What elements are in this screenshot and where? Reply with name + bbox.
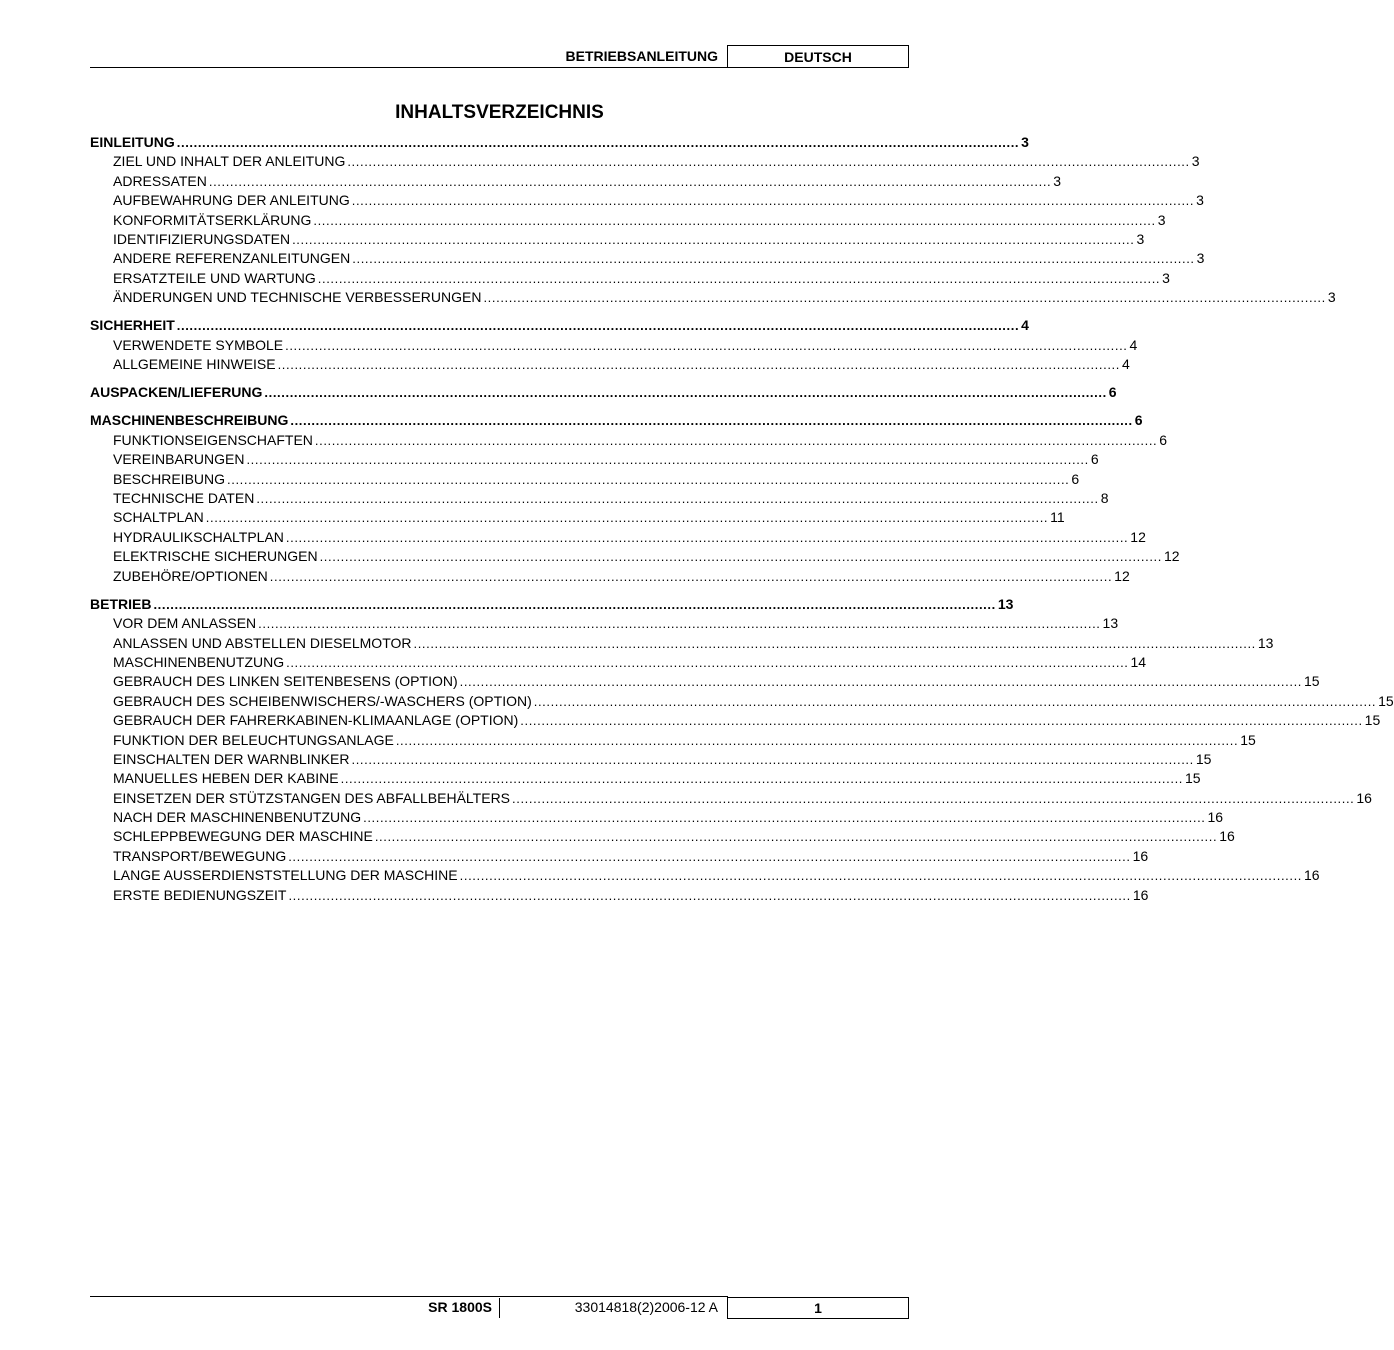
toc-dot-leader: ........................................................................................................................................................................................................ [395,732,1239,748]
toc-entry-label: ZUBEHÖRE/OPTIONEN [113,567,268,584]
toc-entry-label: MASCHINENBESCHREIBUNG [90,412,289,429]
toc-dot-leader: ........................................................................................................................................................................................................ [176,135,1020,150]
toc-dot-leader: ........................................................................................................................................................................................................ [351,193,1195,209]
toc-entry-page: 15 [1195,750,1212,767]
toc-subsection-entry [90,769,1201,788]
toc-entry-label: NACH DER MASCHINENBENUTZUNG [113,809,362,826]
toc-entry-page: 6 [1090,451,1099,468]
toc-entry-label: ALLGEMEINE HINWEISE [113,356,276,373]
footer-document-code: 33014818(2)2006-12 A [574,1299,718,1315]
toc-entry-page: 3 [1196,192,1204,209]
toc-dot-leader: ........................................................................................................................................................................................................ [374,829,1218,845]
toc-entry-page: 15 [1304,673,1320,690]
toc-entry-page: 4 [1021,317,1029,334]
toc-entry-page: 13 [997,595,1014,612]
toc-entry-page: 13 [1102,615,1119,632]
toc-entry-label: AUFBEWAHRUNG DER ANLEITUNG [113,192,350,209]
toc-subsection-entry [90,653,1147,672]
toc-entry-page: 15 [1240,731,1256,748]
toc-entry-label: TECHNISCHE DATEN [113,490,255,507]
toc-subsection-entry [90,191,1204,210]
toc-subsection-entry [90,731,1256,750]
toc-subsection-entry [90,567,1130,586]
toc-dot-leader: ........................................................................................................................................................................................................ [363,810,1206,826]
toc-dot-leader: ........................................................................................................................................................................................................ [256,491,1099,507]
toc-entry-page: 15 [1185,770,1201,787]
toc-entry-label: ELEKTRISCHE SICHERUNGEN [113,548,318,565]
toc-dot-leader: ........................................................................................................................................................................................................ [292,231,1135,247]
toc-subsection-entry [90,152,1200,171]
toc-entry-page: 14 [1130,653,1147,670]
toc-dot-leader: ........................................................................................................................................................................................................ [347,154,1190,170]
toc-dot-leader: ........................................................................................................................................................................................................ [533,693,1377,709]
toc-entry-page: 4 [1121,356,1130,373]
toc-entry-label: ERSATZTEILE UND WARTUNG [113,269,316,286]
toc-subsection-entry [90,789,1372,808]
toc-dot-leader: ........................................................................................................................................................................................................ [286,654,1129,670]
toc-entry-page: 12 [1130,528,1146,545]
toc-entry-label: FUNKTIONSEIGENSCHAFTEN [113,431,313,448]
toc-subsection-entry [90,269,1170,288]
toc-dot-leader: ........................................................................................................................................................................................................ [277,357,1120,373]
footer-separator [499,1298,500,1318]
toc-dot-leader: ........................................................................................................................................................................................................ [459,674,1302,690]
toc-subsection-entry [90,886,1149,905]
toc-entry-page: 4 [1129,336,1138,353]
header-language-box: DEUTSCH [727,45,909,68]
toc-entry-label: VERWENDETE SYMBOLE [113,336,284,353]
toc-dot-leader: ........................................................................................................................................................................................................ [351,751,1194,767]
toc-entry-label: ANLASSEN UND ABSTELLEN DIESELMOTOR [113,634,412,651]
toc-entry-label: GEBRAUCH DES LINKEN SEITENBESENS (OPTION) [113,673,458,690]
toc-entry-page: 6 [1071,470,1080,487]
toc-entry-label: GEBRAUCH DES SCHEIBENWISCHERS/-WASCHERS (OPTION) [113,692,532,709]
toc-dot-leader: ........................................................................................................................................................................................................ [288,848,1131,864]
toc-entry-page: 3 [1053,172,1062,189]
toc-entry-label: ERSTE BEDIENUNGSZEIT [113,886,287,903]
header-rule [90,67,728,68]
toc-dot-leader: ........................................................................................................................................................................................................ [317,270,1161,286]
toc-subsection-entry [90,547,1180,566]
toc-subsection-entry [90,230,1145,249]
toc-dot-leader: ........................................................................................................................................................................................................ [288,887,1131,903]
toc-subsection-entry [90,355,1130,374]
toc-subsection-entry [90,288,1336,307]
toc-entry-label: IDENTIFIZIERUNGSDATEN [113,230,291,247]
toc-subsection-entry [90,711,1381,730]
toc-entry-page: 8 [1100,490,1109,507]
toc-entry-label: VEREINBARUNGEN [113,451,245,468]
toc-dot-leader: ........................................................................................................................................................................................................ [313,212,1156,228]
toc-dot-leader: ........................................................................................................................................................................................................ [520,713,1363,729]
toc-entry-page: 16 [1132,847,1149,864]
toc-entry-label: MANUELLES HEBEN DER KABINE [113,770,339,787]
toc-entry-label: SICHERHEIT [90,317,175,334]
toc-subsection-entry [90,508,1065,527]
toc-subsection-entry [90,249,1205,268]
toc-entry-page: 13 [1257,634,1274,651]
toc-entry-page: 16 [1304,867,1320,884]
toc-subsection-entry [90,847,1149,866]
toc-entry-page: 11 [1050,509,1065,526]
toc-entry-page: 16 [1356,789,1372,806]
toc-entry-label: TRANSPORT/BEWEGUNG [113,847,287,864]
toc-subsection-entry [90,692,1394,711]
toc-dot-leader: ........................................................................................................................................................................................................ [153,596,996,612]
toc-dot-leader: ........................................................................................................................................................................................................ [290,413,1133,429]
toc-dot-leader: ........................................................................................................................................................................................................ [246,452,1089,468]
toc-entry-page: 6 [1108,384,1117,401]
toc-entry-page: 3 [1157,211,1166,228]
toc-entry-label: BETRIEB [90,595,152,612]
toc-entry-page: 3 [1162,269,1170,286]
toc-dot-leader: ........................................................................................................................................................................................................ [269,568,1113,584]
footer-model: SR 1800S [428,1299,492,1315]
toc-entry-page: 12 [1163,548,1180,565]
toc-entry-page: 16 [1132,886,1149,903]
toc-entry-page: 12 [1114,567,1130,584]
toc-entry-label: KONFORMITÄTSERKLÄRUNG [113,211,312,228]
toc-section-entry [90,316,1029,335]
toc-entry-page: 6 [1134,412,1143,429]
toc-entry-page: 3 [1327,289,1336,306]
toc-entry-label: ZIEL UND INHALT DER ANLEITUNG [113,153,346,170]
toc-entry-label: ÄNDERUNGEN UND TECHNISCHE VERBESSERUNGEN [113,289,482,306]
toc-subsection-entry [90,528,1146,547]
footer-rule [90,1296,728,1297]
toc-entry-label: GEBRAUCH DER FAHRERKABINEN-KLIMAANLAGE (OPTION) [113,712,519,729]
toc-section-entry [90,411,1143,430]
toc-subsection-entry [90,431,1168,450]
toc-dot-leader: ........................................................................................................................................................................................................ [340,771,1183,787]
toc-dot-leader: ........................................................................................................................................................................................................ [413,635,1256,651]
toc-subsection-entry [90,808,1224,827]
toc-entry-page: 6 [1159,431,1168,448]
toc-dot-leader: ........................................................................................................................................................................................................ [483,290,1326,306]
toc-subsection-entry [90,866,1320,885]
toc-section-entry [90,133,1029,152]
toc-entry-label: ADRESSATEN [113,172,207,189]
toc-dot-leader: ........................................................................................................................................................................................................ [264,385,1107,401]
toc-dot-leader: ........................................................................................................................................................................................................ [258,616,1101,632]
toc-entry-page: 16 [1219,828,1235,845]
toc-subsection-entry [90,450,1099,469]
document-title: INHALTSVERZEICHNIS [395,102,604,123]
toc-dot-leader: ........................................................................................................................................................................................................ [319,549,1162,565]
toc-dot-leader: ........................................................................................................................................................................................................ [285,337,1128,353]
toc-subsection-entry [90,172,1062,191]
footer-page-number: 1 [727,1297,909,1319]
toc-entry-page: 15 [1364,712,1381,729]
toc-entry-page: 3 [1136,230,1145,247]
header-title: BETRIEBSANLEITUNG [565,48,718,64]
toc-subsection-entry [90,614,1119,633]
toc-subsection-entry [90,336,1138,355]
toc-entry-label: EINSETZEN DER STÜTZSTANGEN DES ABFALLBEHÄLTERS [113,789,511,806]
toc-dot-leader: ........................................................................................................................................................................................................ [512,790,1355,806]
toc-entry-label: HYDRAULIKSCHALTPLAN [113,528,284,545]
toc-subsection-entry [90,634,1274,653]
toc-dot-leader: ........................................................................................................................................................................................................ [314,432,1158,448]
toc-subsection-entry [90,672,1320,691]
toc-dot-leader: ........................................................................................................................................................................................................ [352,251,1195,267]
toc-dot-leader: ........................................................................................................................................................................................................ [227,471,1070,487]
toc-entry-label: AUSPACKEN/LIEFERUNG [90,384,263,401]
toc-entry-label: BESCHREIBUNG [113,470,226,487]
toc-dot-leader: ........................................................................................................................................................................................................ [208,173,1052,189]
toc-subsection-entry [90,489,1109,508]
toc-entry-page: 16 [1207,809,1224,826]
toc-dot-leader: ........................................................................................................................................................................................................ [176,318,1020,334]
toc-entry-label: ANDERE REFERENZANLEITUNGEN [113,250,351,267]
toc-section-entry [90,595,1014,614]
toc-dot-leader: ........................................................................................................................................................................................................ [285,529,1129,545]
table-of-contents [90,133,1394,905]
toc-entry-label: VOR DEM ANLASSEN [113,615,257,632]
toc-entry-label: SCHLEPPBEWEGUNG DER MASCHINE [113,828,373,845]
toc-entry-label: MASCHINENBENUTZUNG [113,653,285,670]
toc-subsection-entry [90,827,1235,846]
toc-entry-label: SCHALTPLAN [113,509,204,526]
toc-entry-label: LANGE AUSSERDIENSTSTELLUNG DER MASCHINE [113,867,458,884]
toc-subsection-entry [90,470,1080,489]
toc-dot-leader: ........................................................................................................................................................................................................ [205,510,1049,526]
toc-dot-leader: ........................................................................................................................................................................................................ [459,868,1303,884]
toc-subsection-entry [90,211,1166,230]
toc-entry-label: EINSCHALTEN DER WARNBLINKER [113,750,350,767]
toc-entry-page: 3 [1021,134,1029,150]
toc-entry-page: 3 [1196,250,1205,267]
toc-entry-label: EINLEITUNG [90,134,175,150]
toc-entry-page: 3 [1191,153,1200,170]
toc-section-entry [90,383,1117,402]
toc-entry-label: FUNKTION DER BELEUCHTUNGSANLAGE [113,731,394,748]
toc-subsection-entry [90,750,1212,769]
toc-entry-page: 15 [1378,692,1394,709]
